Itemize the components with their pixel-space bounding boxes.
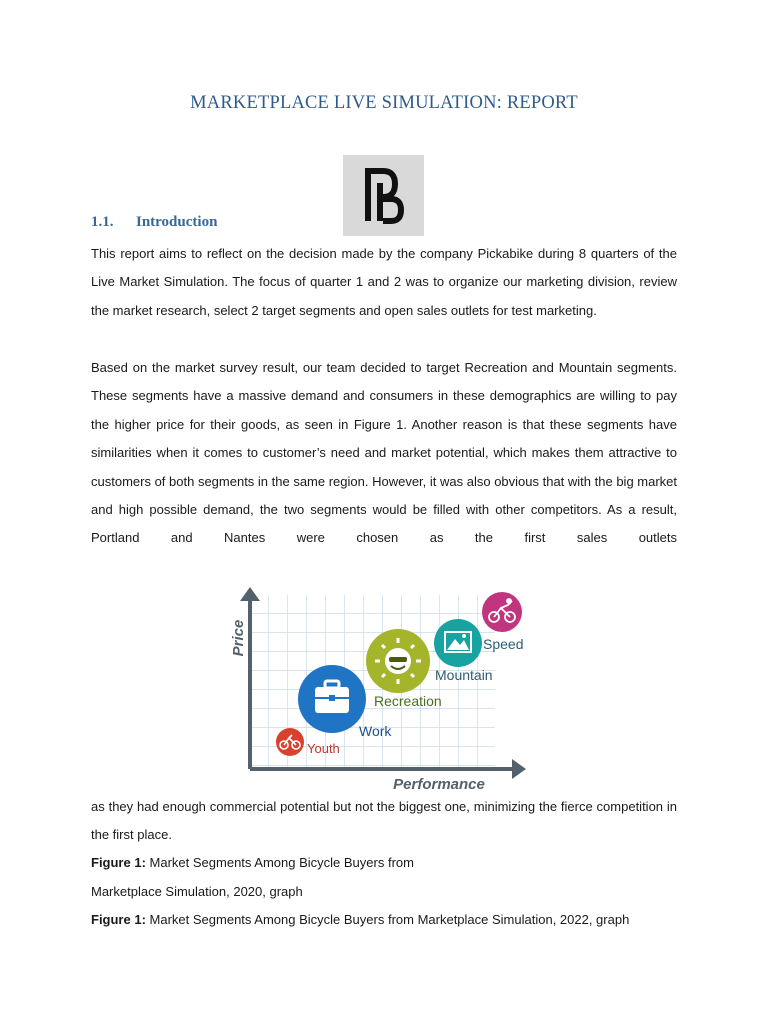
caption-text: Market Segments Among Bicycle Buyers from [149,855,414,870]
segment-label: Youth [307,741,340,756]
segment-label: Speed [483,636,524,652]
figure-caption-2 [91,910,629,930]
y-axis-label: Price [230,619,247,657]
segment-speed [482,592,523,652]
caption-text: Market Segments Among Bicycle Buyers from Marketplace Simulation, 2022, graph [149,912,630,927]
section-heading [91,214,217,231]
figure-caption-1 [91,853,414,873]
caption-label: Figure 1: [91,855,146,870]
figure-caption-1-line2: Marketplace Simulation, 2020, graph [91,884,303,899]
x-axis-label: Performance [393,776,485,793]
paragraph-intro: This report aims to reflect on the decision made by the company Pickabike during 8 quarters of the Live Market Simulation. The focus of quarter 1 and 2 was to organize our marketing division, review the market research, select 2 target segments and open sales outlets for test marketing. [91,246,677,318]
section-number: 1.1. [91,214,114,230]
segment-label: Mountain [435,667,493,683]
figure-market-segments [226,583,532,793]
company-logo [343,155,424,236]
section-title: Introduction [136,214,218,230]
paragraph-segments: Based on the market survey result, our team decided to target Recreation and Mountain segments. These segments have a massive demand and consumers in these demographics are willing to pay the higher price for their goods, as seen in Figure 1. Another reason is that these segments have similarities when it comes to customer’s need and market potential, which makes them attractive to customers of both segments in the same region. However, it was also obvious that with the big market and high possible demand, the two segments would be filled with other competitors. As a result, Portland and Nantes were chosen as the first sales outlets [91,360,678,546]
page-title: MARKETPLACE LIVE SIMULATION: REPORT [190,93,578,113]
caption-label: Figure 1: [91,912,146,927]
segment-label: Recreation [374,693,442,709]
paragraph-competition: as they had enough commercial potential but not the biggest one, minimizing the fierce competition in the first place. [91,799,677,843]
segment-label: Work [359,723,392,739]
